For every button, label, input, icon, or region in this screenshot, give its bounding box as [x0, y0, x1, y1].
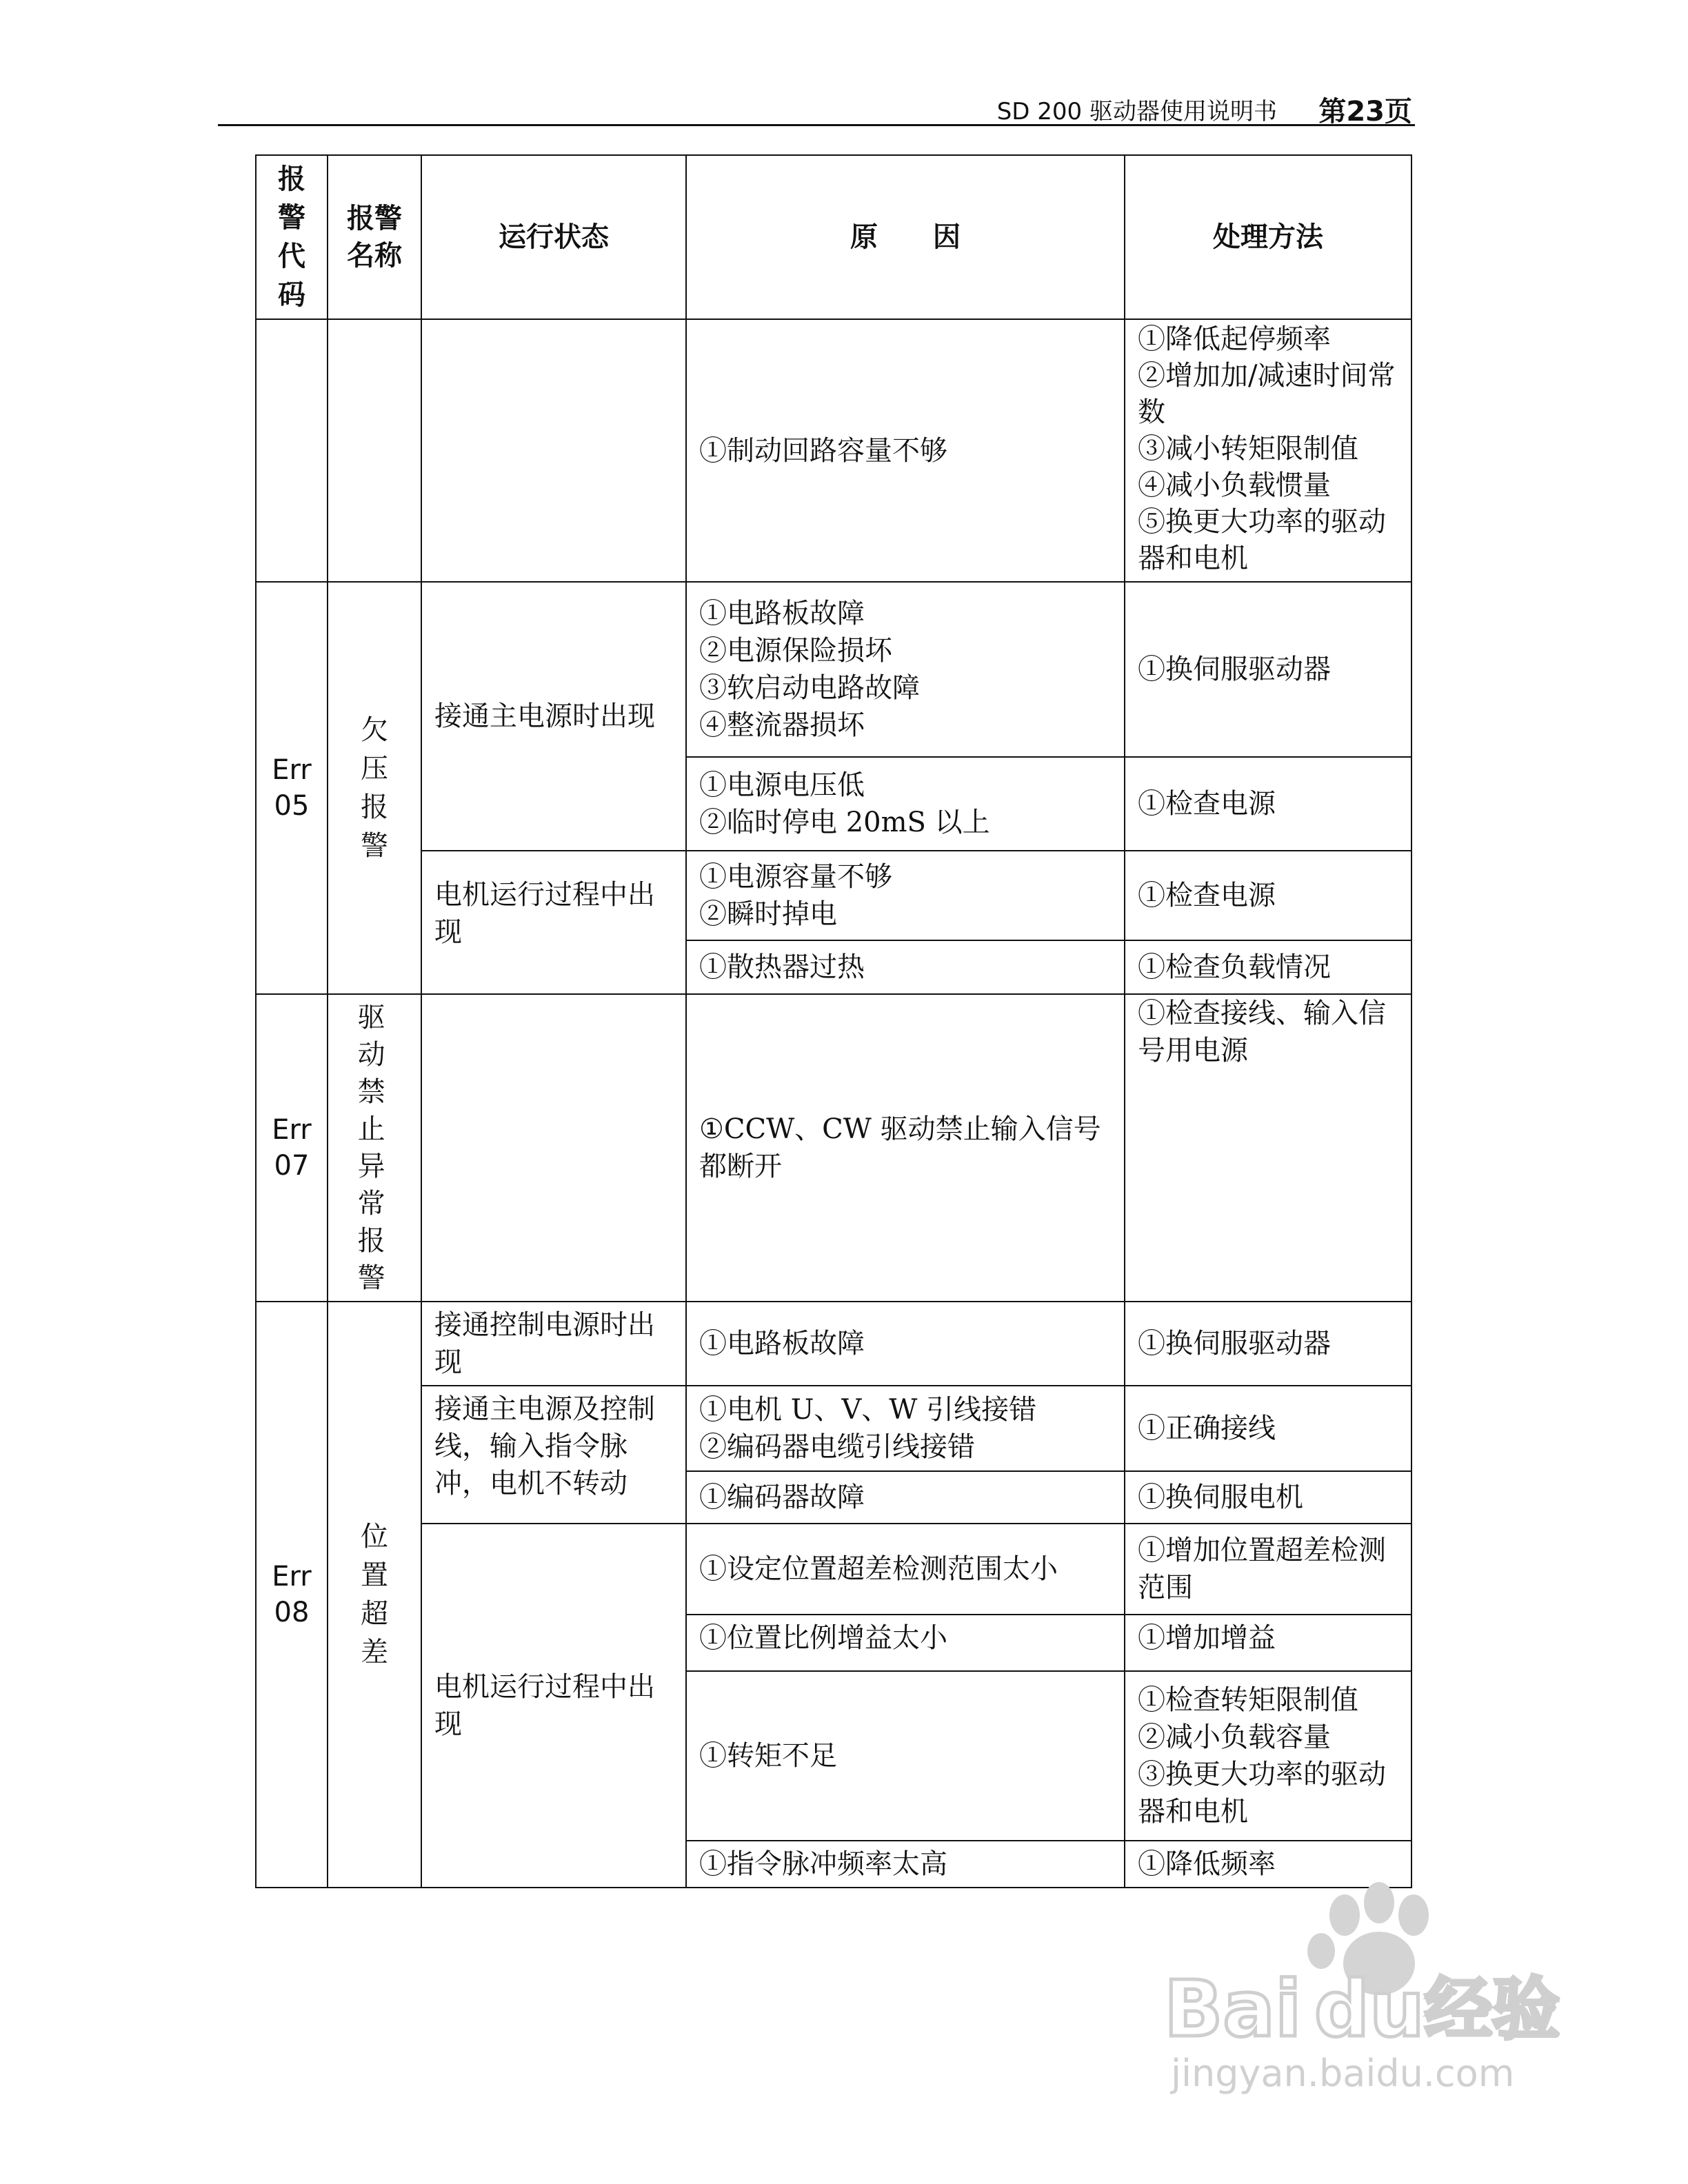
- page-number: 第23页: [1318, 96, 1412, 128]
- cell-solution: ①正确接线: [1125, 1386, 1411, 1471]
- cell-solution: ①换伺服驱动器: [1125, 582, 1411, 757]
- table-row: [256, 994, 1411, 1302]
- header-state: 运行状态: [421, 155, 686, 319]
- header-code: 报警代码: [256, 155, 328, 319]
- table-row: [256, 1524, 1411, 1615]
- cell-solution: ①降低频率: [1125, 1841, 1411, 1888]
- table-row: [256, 1386, 1411, 1471]
- cell-code: Err 07: [256, 994, 328, 1302]
- watermark-brand-2: du: [1314, 1965, 1425, 2054]
- cell-cause: ①电路板故障: [686, 1302, 1125, 1386]
- cell-cause: ①电源电压低 ②临时停电 20mS 以上: [686, 757, 1125, 851]
- cell-code: Err 05: [256, 582, 328, 994]
- cell-solution: ①检查电源: [1125, 757, 1411, 851]
- cell-name: 位置超差: [328, 1302, 421, 1888]
- table-row: [256, 582, 1411, 757]
- table-row: [256, 851, 1411, 940]
- cell-state-empty: [421, 994, 686, 1302]
- cell-code-empty: [256, 319, 328, 582]
- document-title: SD 200 驱动器使用说明书: [996, 98, 1277, 125]
- table-row: [256, 319, 1411, 582]
- cell-state-empty: [421, 319, 686, 582]
- cell-solution: ①降低起停频率 ②增加加/减速时间常数 ③减小转矩限制值 ④减小负载惯量 ⑤换更大功率的驱动器和电机: [1125, 319, 1411, 582]
- cell-cause: ①编码器故障: [686, 1471, 1125, 1524]
- watermark-label: 经验: [1425, 1970, 1560, 2049]
- cell-cause: ①制动回路容量不够: [686, 319, 1125, 582]
- header-cause: 原 因: [686, 155, 1125, 319]
- cell-state: 接通主电源时出现: [421, 582, 686, 851]
- cell-solution: ①检查负载情况: [1125, 940, 1411, 994]
- cell-solution: ①增加位置超差检测范围: [1125, 1524, 1411, 1615]
- cell-solution: ①检查转矩限制值 ②减小负载容量 ③换更大功率的驱动器和电机: [1125, 1671, 1411, 1841]
- cell-state: 接通主电源及控制线，输入指令脉冲，电机不转动: [421, 1386, 686, 1524]
- table-header-row: [256, 155, 1411, 319]
- page-header: [218, 88, 1415, 126]
- cell-cause: ①位置比例增益太小: [686, 1615, 1125, 1671]
- cell-cause: ①电源容量不够 ②瞬时掉电: [686, 851, 1125, 940]
- cell-cause: ①散热器过热: [686, 940, 1125, 994]
- cell-name: 欠压报警: [328, 582, 421, 994]
- cell-solution: ①换伺服电机: [1125, 1471, 1411, 1524]
- cell-solution: ①增加增益: [1125, 1615, 1411, 1671]
- cell-cause: ①电机 U、V、W 引线接错 ②编码器电缆引线接错: [686, 1386, 1125, 1471]
- cell-cause: ①指令脉冲频率太高: [686, 1841, 1125, 1888]
- cell-solution: ①换伺服驱动器: [1125, 1302, 1411, 1386]
- header-name: 报警名称: [328, 155, 421, 319]
- cell-solution: ①检查接线、输入信号用电源: [1125, 994, 1411, 1302]
- baidu-watermark: [1164, 1867, 1571, 2094]
- cell-cause: ①转矩不足: [686, 1671, 1125, 1841]
- cell-state: 电机运行过程中出现: [421, 1524, 686, 1888]
- watermark-url: jingyan.baidu.com: [1171, 2052, 1515, 2094]
- watermark-brand: Bai: [1164, 1965, 1302, 2054]
- cell-cause: ①设定位置超差检测范围太小: [686, 1524, 1125, 1615]
- table-row: [256, 1302, 1411, 1386]
- alarm-table: [255, 154, 1412, 1888]
- cell-state: 接通控制电源时出现: [421, 1302, 686, 1386]
- cell-solution: ①检查电源: [1125, 851, 1411, 940]
- header-solution: 处理方法: [1125, 155, 1411, 319]
- cell-cause: ①CCW、CW 驱动禁止输入信号都断开: [686, 994, 1125, 1302]
- cell-name: 驱动禁止异常报警: [328, 994, 421, 1302]
- cell-name-empty: [328, 319, 421, 582]
- cell-code: Err 08: [256, 1302, 328, 1888]
- cell-cause: ①电路板故障 ②电源保险损坏 ③软启动电路故障 ④整流器损坏: [686, 582, 1125, 757]
- cell-state: 电机运行过程中出现: [421, 851, 686, 994]
